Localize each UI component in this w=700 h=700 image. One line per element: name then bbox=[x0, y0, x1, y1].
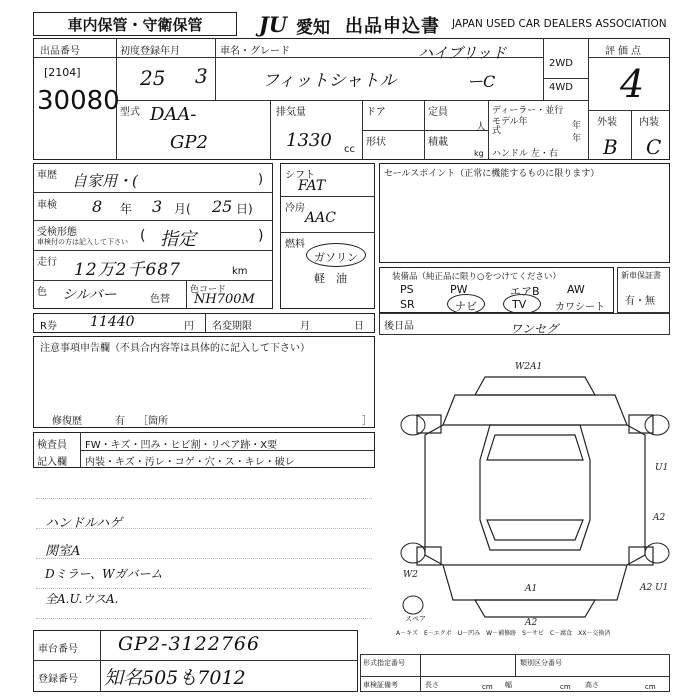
inspection-label: 車検 bbox=[37, 200, 57, 211]
cc-unit: cc bbox=[344, 144, 355, 155]
history-label: 車歴 bbox=[37, 170, 57, 181]
mark-front: W2A1 bbox=[515, 362, 543, 372]
exterior-grade: B bbox=[603, 135, 618, 159]
chassis-label: 車台番号 bbox=[38, 644, 78, 655]
chassis-value: GP2-3122766 bbox=[118, 633, 261, 655]
inspector-row-2: 内装・キズ・汚レ・コゲ・穴・ス・キレ・破レ bbox=[85, 457, 295, 468]
note-line-3: Dミラー、Wガバーム bbox=[45, 567, 163, 581]
displacement-value: 1330 bbox=[286, 130, 332, 151]
org-name-en: JAPAN USED CAR DEALERS ASSOCIATION bbox=[452, 18, 667, 30]
name-change-day: 日 bbox=[354, 321, 364, 332]
model-year-unit-2: 年 bbox=[572, 134, 582, 144]
name-change-label: 名変期限 bbox=[212, 321, 252, 332]
length-unit: cm bbox=[482, 683, 493, 691]
org-name-jp: 愛知 bbox=[296, 18, 330, 38]
equip-sr: SR bbox=[400, 298, 415, 311]
history-value: 自家用・( bbox=[72, 172, 138, 190]
grade-line-1: ハイブリッド bbox=[418, 44, 507, 62]
score-value: 4 bbox=[620, 62, 645, 106]
color-code-value: NH700M bbox=[194, 292, 255, 307]
repair-value: 有 bbox=[115, 416, 125, 427]
repair-place: ［箇所 bbox=[138, 416, 168, 427]
mileage-unit: km bbox=[232, 266, 248, 277]
inspector-label-2: 記入欄 bbox=[37, 457, 67, 468]
model-line-2: GP2 bbox=[170, 132, 208, 153]
note-line-1: ハンドルハゲ bbox=[45, 516, 123, 531]
ac-value: AAC bbox=[305, 210, 336, 226]
model-year-label: モデル年式 bbox=[492, 117, 528, 136]
inspection-month: 3 bbox=[152, 197, 163, 216]
warranty-value: 有・無 bbox=[625, 296, 655, 307]
inspector-label-1: 検査員 bbox=[37, 440, 67, 451]
lot-number: 30080 bbox=[37, 86, 120, 116]
height-unit: cm bbox=[645, 683, 656, 691]
car-name-label: 車名・グレード bbox=[220, 46, 290, 57]
model-label: 型式 bbox=[120, 107, 140, 118]
sales-point-label: セールスポイント（正常に機能するものに限ります） bbox=[384, 169, 600, 179]
fuel-label: 燃料 bbox=[285, 239, 305, 250]
mark-rear: A1 bbox=[525, 584, 538, 594]
car-name: フィットシャトル bbox=[262, 71, 397, 91]
equip-aw: AW bbox=[567, 283, 585, 296]
inspection-year: 8 bbox=[92, 197, 103, 216]
acceptance-note: 車検付の方は記入して下さい bbox=[37, 238, 128, 246]
fuel-gasoline: ガソリン bbox=[314, 251, 358, 264]
lot-label: 出品番号 bbox=[40, 46, 80, 57]
interior-label: 内装 bbox=[639, 117, 659, 128]
ref-label: 車検証備考 bbox=[363, 681, 398, 689]
color-value: シルバー bbox=[62, 287, 117, 303]
equip-leather: カワシート bbox=[555, 302, 605, 313]
equipment-label: 装備品（純正品に限り○をつけてください） bbox=[392, 272, 561, 282]
recycle-label: R券 bbox=[40, 321, 57, 332]
type-spec-label: 形式指定番号 bbox=[363, 659, 405, 667]
inspection-year-unit: 年 bbox=[120, 202, 133, 216]
door-label: ドア bbox=[366, 107, 386, 118]
width-unit: cm bbox=[560, 683, 571, 691]
recycle-block bbox=[33, 313, 375, 333]
navi-circle bbox=[447, 294, 485, 314]
lot-small-number: [2104] bbox=[44, 66, 81, 79]
inspection-day: 25 bbox=[212, 197, 233, 216]
ac-label: 冷房 bbox=[285, 203, 305, 214]
color-code-label: 色コード bbox=[190, 285, 227, 295]
name-change-month: 月 bbox=[300, 321, 310, 332]
first-reg-month: 3 bbox=[195, 64, 208, 88]
aftermarket-label: 後日品 bbox=[384, 321, 414, 332]
registration-label: 登録番号 bbox=[38, 674, 78, 685]
ju-logo-text: JU bbox=[258, 11, 288, 37]
displacement-label: 排気量 bbox=[276, 107, 306, 118]
load-unit: kg bbox=[474, 149, 484, 158]
acceptance-value: 指定 bbox=[160, 229, 196, 250]
registration-value: 知名505も7012 bbox=[104, 667, 246, 689]
length-label: 長さ bbox=[425, 681, 439, 689]
mark-left-rear: W2 bbox=[403, 570, 418, 580]
score-label: 評価点 bbox=[605, 46, 644, 57]
shift-value: FAT bbox=[298, 178, 326, 194]
acceptance-open: ( bbox=[140, 228, 146, 244]
color-change-label: 色替 bbox=[150, 294, 170, 305]
equip-tv: TV bbox=[512, 298, 527, 311]
note-line-2: 関室A bbox=[45, 544, 81, 559]
exterior-label: 外装 bbox=[597, 117, 617, 128]
drive-2wd: 2WD bbox=[549, 58, 573, 69]
mark-right-door: U1 bbox=[655, 463, 669, 473]
first-reg-year: 25 bbox=[140, 66, 166, 90]
dealer-label: ディーラー・並行 bbox=[492, 106, 564, 116]
mileage-value: 12万2千687 bbox=[74, 260, 181, 280]
inspection-day-unit: 日) bbox=[236, 202, 253, 216]
fuel-diesel: 軽 油 bbox=[314, 272, 347, 285]
grade-line-2: ーC bbox=[467, 72, 496, 91]
acceptance-close: ) bbox=[258, 228, 264, 244]
equip-navi: ナビ bbox=[455, 300, 477, 313]
notes-label: 注意事項申告欄（不具合内容等は具体的に記入して下さい） bbox=[40, 343, 310, 354]
mark-right-rear: A2 bbox=[653, 513, 666, 523]
shape-label: 形状 bbox=[366, 137, 386, 148]
warranty-label: 新車保証書 bbox=[621, 271, 661, 280]
equip-pw: PW bbox=[450, 283, 468, 296]
spare-label: スペア bbox=[405, 615, 426, 623]
storage-label: 車内保管・守衛保管 bbox=[33, 12, 237, 36]
ju-logo bbox=[248, 12, 298, 36]
width-label: 幅 bbox=[505, 681, 512, 689]
first-reg-label: 初度登録年月 bbox=[120, 46, 180, 57]
inspector-row-1: FW・キズ・凹み・ヒビ割・リペア跡・X要 bbox=[85, 440, 278, 451]
inspection-month-unit: 月( bbox=[174, 202, 191, 216]
recycle-value: 11440 bbox=[90, 314, 135, 330]
load-label: 積載 bbox=[428, 137, 448, 148]
aftermarket-value: ワンセグ bbox=[510, 322, 559, 336]
fuel-circle bbox=[306, 243, 366, 267]
model-year-unit: 年 bbox=[572, 121, 582, 131]
repair-label: 修復歴 bbox=[52, 416, 82, 427]
tv-circle bbox=[503, 294, 541, 314]
drive-4wd: 4WD bbox=[549, 82, 573, 93]
color-label: 色 bbox=[37, 287, 47, 298]
class-label: 類別区分番号 bbox=[520, 659, 562, 667]
diagram-legend: A－キズ E－エクボ U－凹み W－補修跡 S－サビ C－腐食 XX－交換済 bbox=[396, 630, 611, 637]
mark-right-quarter: A2 U1 bbox=[640, 583, 669, 593]
shift-label: シフト bbox=[285, 170, 315, 181]
model-line-1: DAA- bbox=[150, 104, 197, 125]
capacity-unit: 人 bbox=[476, 122, 486, 133]
capacity-label: 定員 bbox=[428, 107, 448, 118]
interior-grade: C bbox=[646, 135, 662, 159]
equip-airbag: エアB bbox=[510, 285, 540, 298]
mark-bumper: A2 bbox=[525, 618, 538, 628]
history-close: ) bbox=[258, 172, 264, 187]
handle-label: ハンドル 左・右 bbox=[492, 149, 558, 159]
height-label: 高さ bbox=[585, 681, 599, 689]
mileage-label: 走行 bbox=[37, 257, 57, 268]
acceptance-label: 受検形態 bbox=[37, 227, 77, 238]
equip-ps: PS bbox=[400, 283, 414, 296]
repair-close: ］ bbox=[362, 416, 372, 427]
note-line-4: 全A.U.ウスA. bbox=[45, 592, 119, 606]
form-title: 出品申込書 bbox=[345, 16, 440, 37]
recycle-yen: 円 bbox=[184, 321, 194, 332]
car-damage-diagram bbox=[395, 355, 675, 630]
